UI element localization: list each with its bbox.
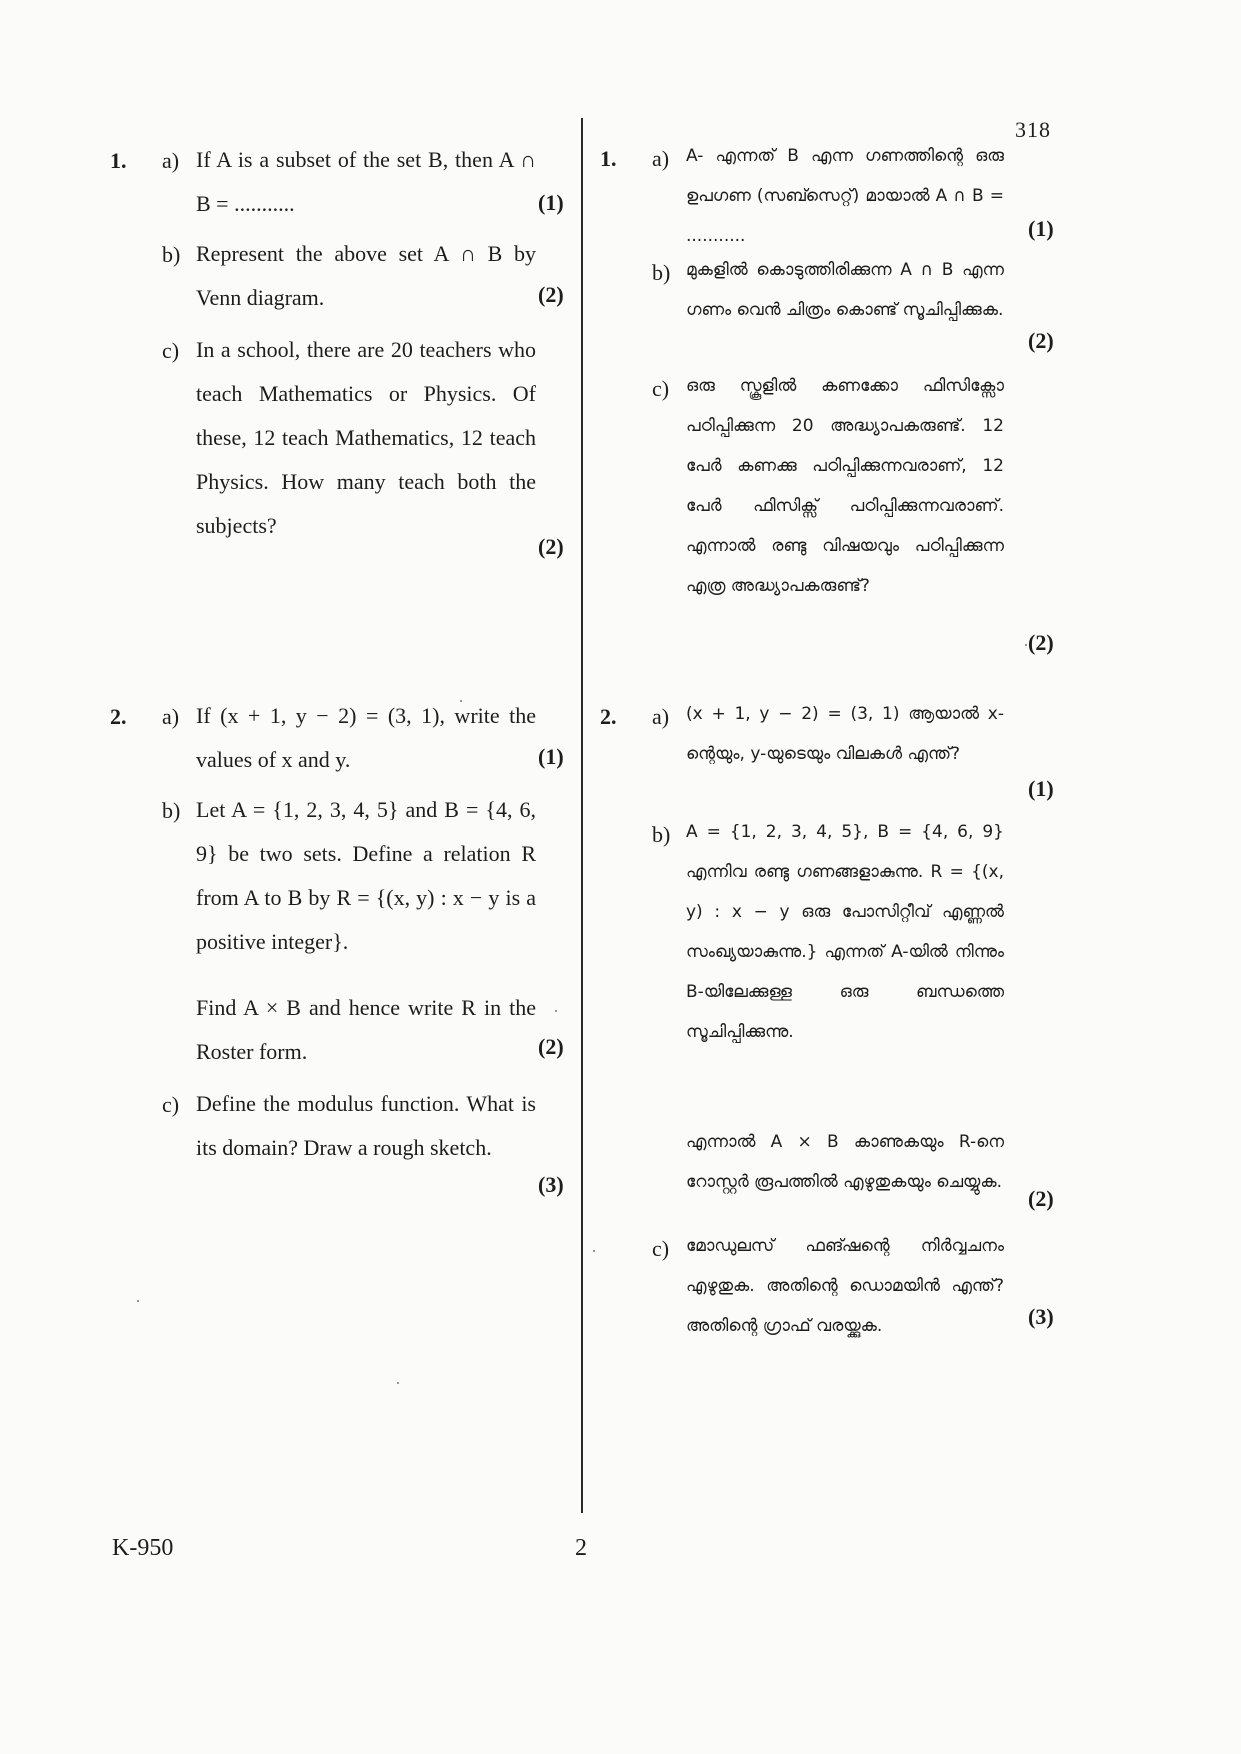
part-text: Let A = {1, 2, 3, 4, 5} and B = {4, 6, 9} be two sets. Define a relation R from A to B by R = {(x, y) : x − y is a positive integer}.	[196, 797, 536, 954]
column-divider	[581, 118, 583, 1513]
part-label: b)	[652, 822, 671, 847]
part-label: a)	[652, 146, 670, 171]
part-text: A = {1, 2, 3, 4, 5}, B = {4, 6, 9} എന്നിവ രണ്ടു ഗണങ്ങളാകുന്നു. R = {(x, y) : x − y ഒരു പോസിറ്റീവ് എണ്ണൽ സംഖ്യയാകുന്നു.} എന്നത് A-യിൽ നിന്നും B-യിലേക്കുള്ള ഒരു ബന്ധത്തെ സൂചിപ്പിക്കുന്നു.	[686, 822, 1004, 1042]
part-text: If A is a subset of the set B, then A ∩ B = ...........	[196, 147, 536, 216]
marks: (2)	[538, 1034, 564, 1059]
part-label: a)	[652, 704, 670, 729]
scan-speck	[137, 1300, 139, 1302]
part-label: a)	[162, 148, 180, 173]
part-text: A- എന്നത് B എന്ന ഗണത്തിന്റെ ഒരു ഉപഗണ (സബ്സെറ്റ്) മായാൽ A ∩ B = ...........	[686, 146, 1004, 246]
question-number: 2.	[110, 704, 127, 729]
part-label: c)	[162, 338, 180, 363]
marks: (1)	[538, 190, 564, 215]
part-label: b)	[652, 260, 671, 285]
part-text: (x + 1, y − 2) = (3, 1) ആയാൽ x-ന്റെയും, y-യുടെയും വിലകൾ എന്ത്?	[686, 704, 1004, 764]
scan-speck	[593, 1250, 595, 1252]
part-text-continued: എന്നാൽ A × B കാണുകയും R-നെ റോസ്റ്റർ രൂപത്തിൽ എഴുതുകയും ചെയ്യുക.	[686, 1132, 1004, 1192]
page-number: 318	[1015, 117, 1051, 142]
question-number: 1.	[110, 148, 127, 173]
footer-page-number: 2	[575, 1535, 587, 1561]
marks: (3)	[1028, 1304, 1054, 1329]
part-text: Define the modulus function. What is its domain? Draw a rough sketch.	[196, 1091, 536, 1160]
marks: (2)	[538, 534, 564, 559]
scan-speck	[397, 1382, 399, 1384]
part-text: Represent the above set A ∩ B by Venn diagram.	[196, 241, 536, 310]
marks: (2)	[538, 282, 564, 307]
part-label: c)	[162, 1092, 180, 1117]
part-label: a)	[162, 704, 180, 729]
scan-speck	[460, 700, 462, 702]
part-text: If (x + 1, y − 2) = (3, 1), write the values of x and y.	[196, 703, 536, 772]
exam-code: K-950	[112, 1535, 174, 1561]
marks: (1)	[1028, 776, 1054, 801]
part-text: ഒരു സ്കൂളിൽ കണക്കോ ഫിസിക്സോ പഠിപ്പിക്കുന്ന 20 അദ്ധ്യാപകരുണ്ട്. 12 പേർ കണക്കു പഠിപ്പിക്കുന്നവരാണ്, 12 പേർ ഫിസിക്സ് പഠിപ്പിക്കുന്നവരാണ്. എന്നാൽ രണ്ടു വിഷയവും പഠിപ്പിക്കുന്ന എത്ര അദ്ധ്യാപകരുണ്ട്?	[686, 376, 1004, 596]
part-label: b)	[162, 242, 181, 267]
marks: (2)	[1028, 630, 1054, 655]
scan-speck	[1025, 644, 1027, 646]
scan-speck	[555, 1010, 557, 1012]
part-label: c)	[652, 1236, 670, 1261]
part-text-continued: Find A × B and hence write R in the Roster form.	[196, 995, 536, 1064]
marks: (2)	[1028, 1186, 1054, 1211]
part-text: In a school, there are 20 teachers who teach Mathematics or Physics. Of these, 12 teach Mathematics, 12 teach Physics. How many teach both the subjects?	[196, 337, 536, 538]
marks: (2)	[1028, 328, 1054, 353]
marks: (3)	[538, 1172, 564, 1197]
part-label: b)	[162, 798, 181, 823]
question-number: 1.	[600, 146, 617, 171]
part-text: മുകളിൽ കൊടുത്തിരിക്കുന്ന A ∩ B എന്ന ഗണം വെൻ ചിത്രം കൊണ്ട് സൂചിപ്പിക്കുക.	[686, 260, 1004, 320]
marks: (1)	[538, 744, 564, 769]
part-text: മോഡുലസ് ഫങ്ഷന്റെ നിർവ്വചനം എഴുതുക. അതിന്റെ ഡൊമയിൻ എന്ത്? അതിന്റെ ഗ്രാഫ് വരയ്ക്കുക.	[686, 1236, 1004, 1336]
part-label: c)	[652, 376, 670, 401]
question-number: 2.	[600, 704, 617, 729]
marks: (1)	[1028, 216, 1054, 241]
